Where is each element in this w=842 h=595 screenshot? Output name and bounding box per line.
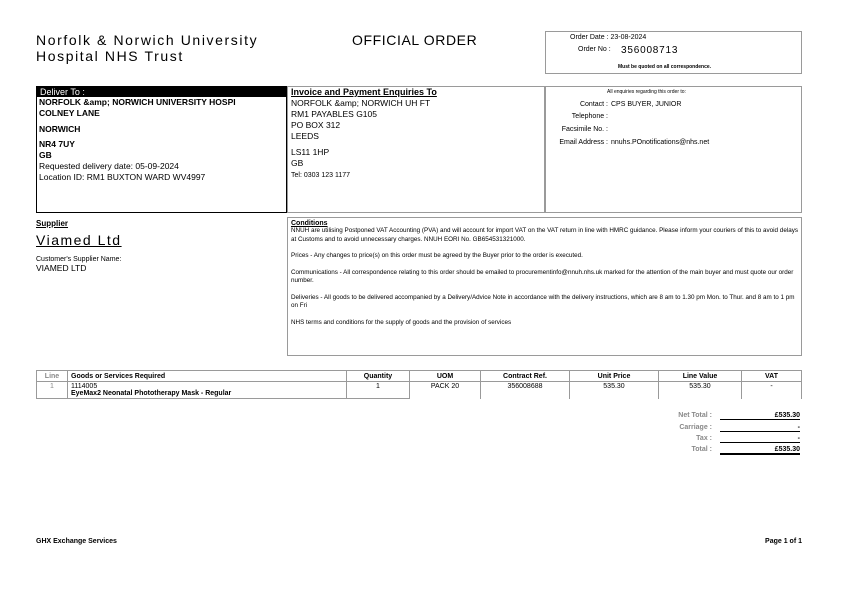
total-value: £535.30 (720, 446, 800, 455)
col-line-value: Line Value (659, 371, 742, 382)
supplier-section (36, 219, 287, 359)
invoice-line: LEEDS (291, 131, 319, 141)
invoice-box (287, 86, 545, 213)
invoice-heading: Invoice and Payment Enquiries To (291, 87, 437, 97)
invoice-telephone: Tel: 0303 123 1177 (291, 172, 351, 179)
table-row (37, 382, 802, 399)
customer-supplier-name: VIAMED LTD (36, 263, 87, 273)
document-title: OFFICIAL ORDER (352, 32, 478, 48)
cell-vat: - (742, 382, 802, 399)
condition-nhs-terms: NHS terms and conditions for the supply of goods and the provision of services (291, 318, 512, 326)
deliver-to-box (36, 86, 287, 213)
cell-item-code: 1114005 (71, 383, 98, 390)
condition-deliveries: Deliveries - All goods to be delivered accompanied by a Delivery/Advice Note in accordance with the delivery instructions, which are 8 am to 1.30 pm Mon. to Thur. and 8 am to 1 pm on Fri (291, 293, 795, 309)
cell-line: 1 (37, 382, 68, 399)
col-unit-price: Unit Price (570, 371, 659, 382)
order-info-box (545, 31, 802, 74)
supplier-name: Viamed Ltd (36, 232, 122, 248)
col-contract: Contract Ref. (481, 371, 570, 382)
requested-delivery-date: Requested delivery date: 05-09-2024 (39, 161, 179, 171)
quote-note: Must be quoted on all correspondence. (618, 64, 712, 70)
contact-value: CPS BUYER, JUNIOR (611, 101, 682, 108)
invoice-line: PO BOX 312 (291, 120, 341, 130)
cell-line-value: 535.30 (659, 382, 742, 399)
email-value: nnuhs.POnotifications@nhs.net (611, 139, 710, 146)
fax-label: Facsimile No. : (561, 126, 608, 133)
deliver-country: GB (39, 150, 52, 160)
footer-left: GHX Exchange Services (36, 538, 117, 545)
conditions-heading: Conditions (291, 220, 328, 227)
deliver-postcode: NR4 7UY (39, 139, 75, 149)
col-vat: VAT (742, 371, 802, 382)
carriage-label: Carriage : (679, 424, 712, 431)
supplier-heading: Supplier (36, 219, 69, 228)
customer-supplier-label: Customer's Supplier Name: (36, 256, 122, 263)
deliver-name: NORFOLK &amp; NORWICH UNIVERSITY HOSPI (39, 97, 236, 107)
col-goods: Goods or Services Required (68, 371, 347, 382)
location-id: Location ID: RM1 BUXTON WARD WV4997 (39, 172, 206, 182)
order-number: 356008713 (621, 45, 679, 56)
enquiries-box (545, 86, 802, 213)
deliver-to-heading: Deliver To : (37, 87, 286, 97)
invoice-line: NORFOLK &amp; NORWICH UH FT (291, 98, 431, 108)
order-date: Order Date : 23-08-2024 (570, 34, 647, 41)
cell-quantity: 1 (347, 382, 410, 399)
deliver-address-line: COLNEY LANE (39, 108, 100, 118)
email-label: Email Address : (559, 139, 608, 146)
net-total-value: £535.30 (720, 412, 800, 420)
col-line: Line (37, 371, 68, 382)
invoice-line: RM1 PAYABLES G105 (291, 109, 377, 119)
order-items-table (36, 370, 802, 399)
col-quantity: Quantity (347, 371, 410, 382)
invoice-country: GB (291, 158, 304, 168)
total-label: Total : (691, 446, 712, 453)
table-header-row (37, 371, 802, 382)
conditions-box (287, 217, 802, 356)
deliver-city: NORWICH (39, 124, 81, 134)
condition-communications: Communications - All correspondence relating to this order should be emailed to procurementinfo@nnuh.nhs.uk marked for the attention of the main buyer and must quote our order number. (291, 268, 794, 284)
invoice-postcode: LS11 1HP (291, 147, 330, 157)
hospital-name-line1: Norfolk & Norwich University (36, 32, 259, 48)
order-no-label: Order No : (578, 46, 611, 53)
footer-page-number: Page 1 of 1 (765, 538, 802, 545)
enquiries-heading: All enquiries regarding this order to: (607, 89, 686, 95)
carriage-value: - (720, 424, 800, 432)
tax-label: Tax : (696, 435, 712, 442)
cell-contract: 356008688 (481, 382, 570, 399)
cell-item-description: EyeMax2 Neonatal Phototherapy Mask - Regular (71, 390, 232, 397)
net-total-label: Net Total : (678, 412, 712, 419)
hospital-name (36, 32, 258, 64)
telephone-label: Telephone : (571, 113, 608, 120)
hospital-name-line2: Hospital NHS Trust (36, 48, 184, 64)
tax-value: - (720, 435, 800, 443)
cell-unit-price: 535.30 (570, 382, 659, 399)
condition-prices: Prices - Any changes to price(s) on this order must be agreed by the Buyer prior to the order is executed. (291, 252, 583, 259)
col-uom: UOM (410, 371, 481, 382)
condition-vat: NNUH are utilising Postponed VAT Accounting (PVA) and will account for import VAT on the VAT return in line with HMRC guidance. Please inform your couriers of this to avoid delays at Customs and to avoid unnecessary charges. NNUH EORI No. GB654531321000. (291, 227, 799, 243)
cell-uom: PACK 20 (410, 382, 481, 399)
contact-label: Contact : (579, 101, 608, 108)
